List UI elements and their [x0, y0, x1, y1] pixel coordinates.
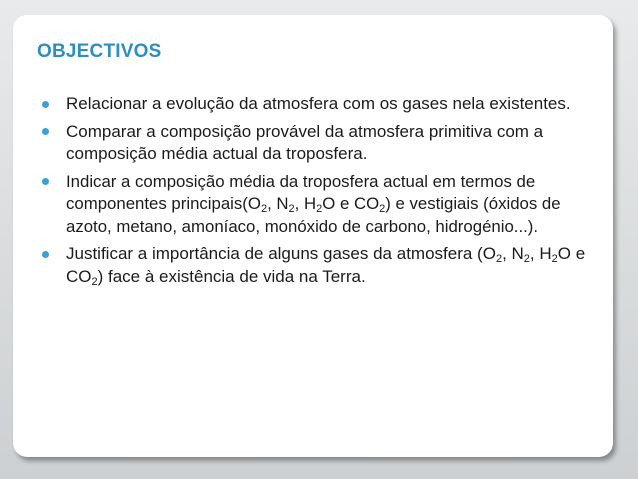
subscript: 2 [91, 275, 98, 288]
text-run: Relacionar a evolução da atmosfera com os gases nela existentes. [66, 94, 571, 113]
bullet-item [37, 171, 597, 239]
text-run: O e CO [322, 194, 380, 213]
bullet-text [66, 244, 585, 286]
text-run: Indicar a composição média da troposfera actual em termos de componentes principais(O [66, 171, 536, 213]
subscript: 2 [523, 253, 530, 265]
slide-title: OBJECTIVOS [37, 41, 162, 62]
text-run: ) e vestigiais (óxidos de azoto, metano, amoníaco, monóxido de carbono, hidrogénio...). [66, 194, 561, 236]
bullet-text [66, 122, 543, 164]
subscript: 2 [316, 203, 323, 215]
bullet-item [37, 121, 597, 166]
slide-card [13, 15, 613, 457]
bullet-dot-icon [42, 178, 49, 185]
text-run: ) face à existência de vida na Terra. [97, 266, 366, 286]
bullet-dot-icon [42, 128, 49, 135]
bullet-dot-icon [42, 101, 49, 108]
text-run: O e CO [66, 244, 586, 286]
subscript: 2 [288, 203, 295, 215]
text-run: , H [529, 244, 552, 263]
bullet-text [66, 94, 571, 113]
bullet-item [37, 243, 597, 288]
text-run: , N [267, 194, 289, 213]
objectives-list [37, 93, 597, 293]
text-run: , H [294, 194, 317, 213]
bullet-dot-icon [42, 251, 49, 258]
subscript: 2 [551, 253, 558, 265]
text-run: Comparar a composição provável da atmosfera primitiva com a composição média actual da troposfera. [66, 121, 544, 163]
bullet-item [37, 93, 597, 116]
bullet-text [66, 172, 561, 236]
text-run: , N [502, 244, 524, 263]
text-run: Justificar a importância de alguns gases da atmosfera (O [66, 244, 496, 263]
subscript: 2 [379, 203, 386, 215]
subscript: 2 [495, 253, 503, 265]
subscript: 2 [260, 203, 268, 215]
